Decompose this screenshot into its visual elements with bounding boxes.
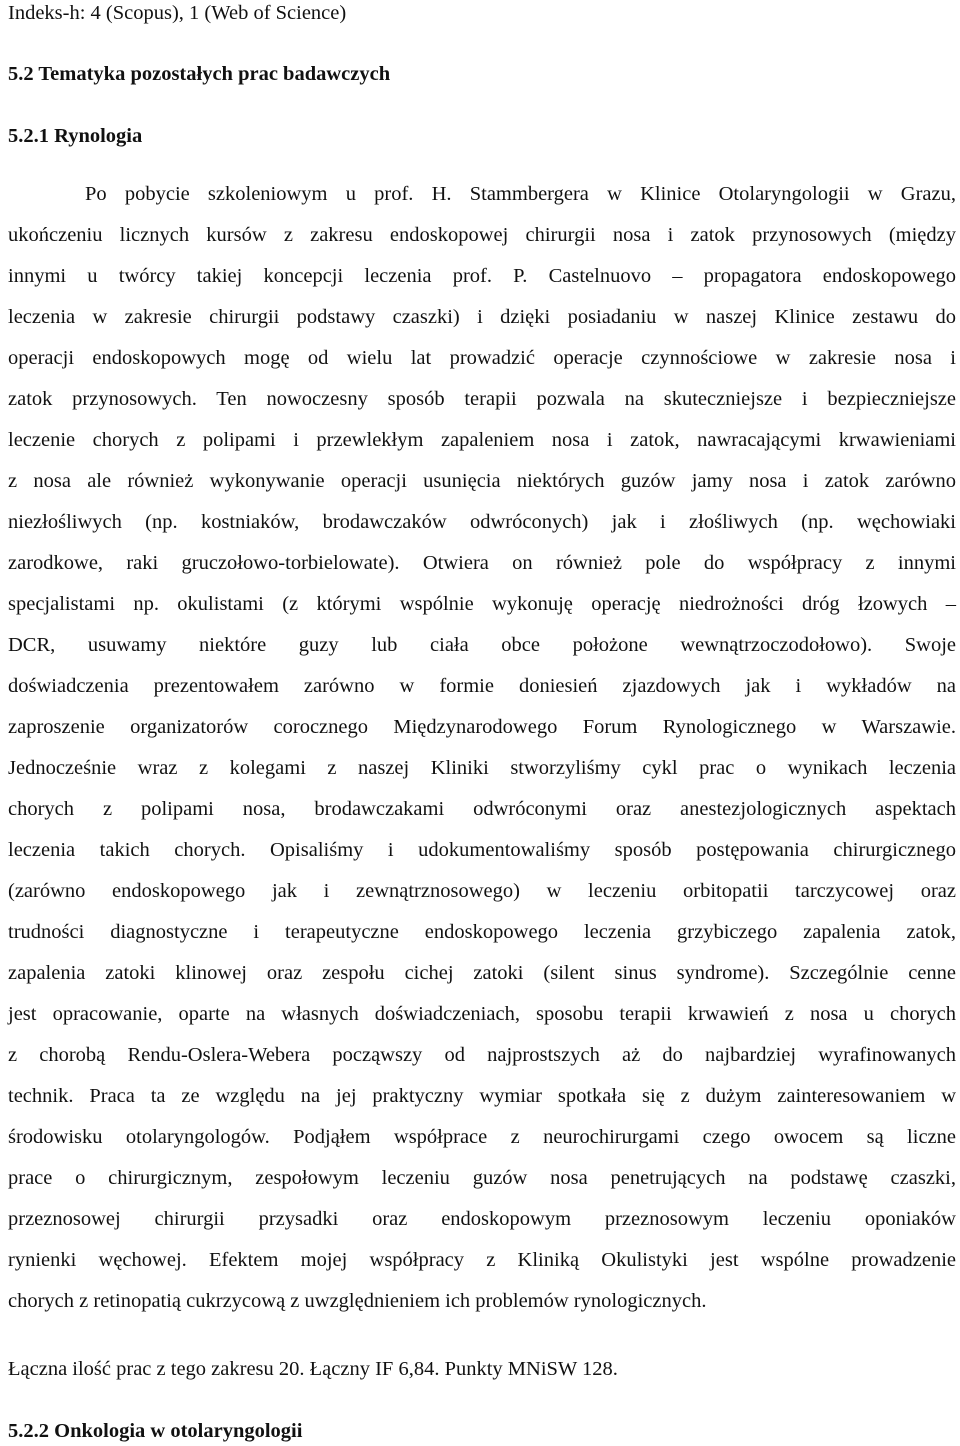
paragraph-line: (zarówno endoskopowego jak i zewnątrznosowego) w leczeniu orbitopatii tarczycowej oraz [8,880,956,902]
paragraph-line: leczenie chorych z polipami i przewlekłym zapaleniem nosa i zatok, nawracającymi krwawieniami [8,429,956,451]
paragraph-line: chorych z retinopatią cukrzycową z uwzględnieniem ich problemów rynologicznych. [8,1290,707,1312]
paragraph-line: innymi u twórcy takiej koncepcji leczenia prof. P. Castelnuovo – propagatora endoskopowego [8,265,956,287]
body-paragraph [8,174,956,1322]
paragraph-line: zapalenia zatoki klinowej oraz zespołu cichej zatoki (silent sinus syndrome). Szczególnie cenne [8,962,956,984]
next-subsection-heading: 5.2.2 Onkologia w otolaryngologii [8,1420,303,1442]
summary-line: Łączna ilość prac z tego zakresu 20. Łączny IF 6,84. Punkty MNiSW 128. [8,1358,618,1380]
paragraph-line: doświadczenia prezentowałem zarówno w formie doniesień zjazdowych jak i wykładów na [8,675,956,697]
index-line: Indeks-h: 4 (Scopus), 1 (Web of Science) [8,2,347,24]
paragraph-line: ukończeniu licznych kursów z zakresu endoskopowej chirurgii nosa i zatok przynosowych (między [8,224,956,246]
paragraph-line: zaproszenie organizatorów corocznego Międzynarodowego Forum Rynologicznego w Warszawie. [8,716,956,738]
paragraph-line: leczenia takich chorych. Opisaliśmy i udokumentowaliśmy sposób postępowania chirurgicznego [8,839,956,861]
paragraph-line: chorych z polipami nosa, brodawczakami odwróconymi oraz anestezjologicznych aspektach [8,798,956,820]
paragraph-line: jest opracowanie, oparte na własnych doświadczeniach, sposobu terapii krwawień z nosa u chorych [8,1003,956,1025]
subsection-heading: 5.2.1 Rynologia [8,125,143,147]
paragraph-line: przeznosowej chirurgii przysadki oraz endoskopowym przeznosowym leczeniu oponiaków [8,1208,956,1230]
section-heading: 5.2 Tematyka pozostałych prac badawczych [8,63,391,85]
paragraph-line: prace o chirurgicznym, zespołowym leczeniu guzów nosa penetrujących na podstawę czaszki, [8,1167,956,1189]
paragraph-line: DCR, usuwamy niektóre guzy lub ciała obce położone wewnątrzoczodołowo). Swoje [8,634,956,656]
paragraph-line: leczenia w zakresie chirurgii podstawy czaszki) i dzięki posiadaniu w naszej Klinice zestawu do [8,306,956,328]
paragraph-line: trudności diagnostyczne i terapeutyczne endoskopowego leczenia grzybiczego zapalenia zatok, [8,921,956,943]
paragraph-line: zarodkowe, raki gruczołowo-torbielowate). Otwiera on również pole do współpracy z innymi [8,552,956,574]
paragraph-line: technik. Praca ta ze względu na jej praktyczny wymiar spotkała się z dużym zainteresowaniem w [8,1085,956,1107]
paragraph-line: Po pobycie szkoleniowym u prof. H. Stammbergera w Klinice Otolaryngologii w Grazu, [85,183,956,205]
paragraph-line: niezłośliwych (np. kostniaków, brodawczaków odwróconych) jak i złośliwych (np. węchowiaki [8,511,956,533]
paragraph-line: Jednocześnie wraz z kolegami z naszej Kliniki stworzyliśmy cykl prac o wynikach leczenia [8,757,956,779]
paragraph-line: rynienki węchowej. Efektem mojej współpracy z Kliniką Okulistyki jest wspólne prowadzenie [8,1249,956,1271]
paragraph-line: operacji endoskopowych mogę od wielu lat prowadzić operacje czynnościowe w zakresie nosa i [8,347,956,369]
paragraph-line: z nosa ale również wykonywanie operacji usunięcia niektórych guzów jamy nosa i zatok zarówno [8,470,956,492]
paragraph-line: specjalistami np. okulistami (z którymi wspólnie wykonuję operację niedrożności dróg łzowych – [8,593,956,615]
paragraph-line: środowisku otolaryngologów. Podjąłem współprace z neurochirurgami czego owocem są liczne [8,1126,956,1148]
paragraph-line: z chorobą Rendu-Oslera-Webera począwszy od najprostszych aż do najbardziej wyrafinowanych [8,1044,956,1066]
paragraph-line: zatok przynosowych. Ten nowoczesny sposób terapii pozwala na skuteczniejsze i bezpieczniejsze [8,388,956,410]
